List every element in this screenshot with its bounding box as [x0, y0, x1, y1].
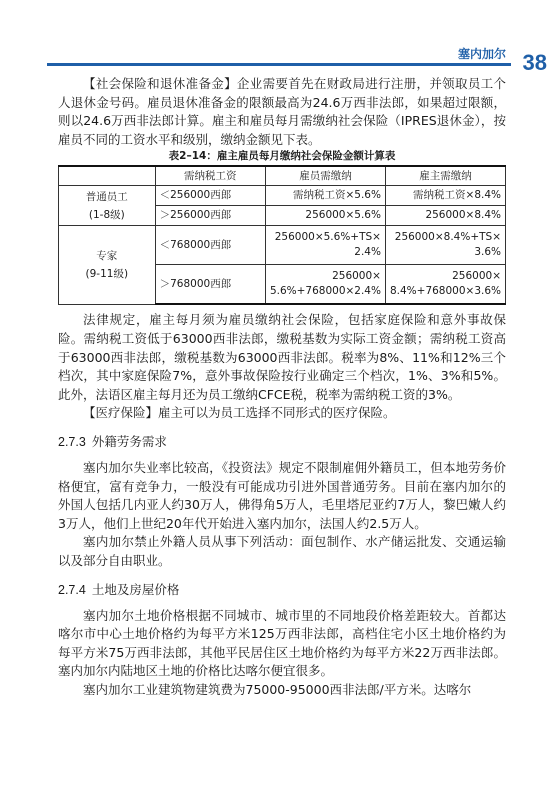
table-cell: ＜256000西郎 — [155, 186, 265, 206]
section-number: 2.7.4 — [58, 582, 86, 597]
table-cell: 256000×8.4%+TS× 3.6% — [385, 226, 505, 265]
table-cell: 需纳税工资×8.4% — [385, 186, 505, 206]
table-cell: 256000× 8.4%+768000×3.6% — [385, 265, 505, 305]
table-header-cell: 需纳税工资 — [155, 166, 265, 186]
header-title: 塞内加尔 — [457, 47, 506, 61]
table-header-row — [59, 166, 506, 186]
table-cell: 256000×5.6%+TS× 2.4% — [265, 226, 385, 265]
section-heading-foreign-labor — [58, 433, 506, 451]
page-number: 38 — [522, 50, 547, 75]
table-cell: ＜768000西郎 — [155, 226, 265, 265]
section-title: 土地及房屋价格 — [91, 581, 180, 597]
table-cell: 256000×8.4% — [385, 206, 505, 226]
table-cell: 256000× 5.6%+768000×2.4% — [265, 265, 385, 305]
table-header-cell: 雇员需缴纳 — [265, 166, 385, 186]
table-row — [59, 226, 506, 265]
section-number: 2.7.3 — [58, 434, 86, 449]
section-title: 外籍劳务需求 — [91, 433, 167, 449]
paragraph-medical: 【医疗保险】雇主可以为员工选择不同形式的医疗保险。 — [83, 405, 396, 421]
group-label-text: 普通员工 (1-8级) — [85, 190, 128, 221]
table-header-cell — [59, 166, 156, 186]
table-caption: 表2–14：雇主雇员每月缴纳社会保险金额计算表 — [168, 150, 396, 163]
table-cell: ＞768000西郎 — [155, 265, 265, 305]
social-insurance-table — [58, 165, 506, 305]
table-header-cell: 雇主需缴纳 — [385, 166, 505, 186]
paragraph-building: 塞内加尔工业建筑物建筑费为75000-95000西非法郎/平方米。达喀尔 — [83, 681, 472, 697]
paragraph-law: 法律规定，雇主每月须为雇员缴纳社会保险，包括家庭保险和意外事故保险。需纳税工资低于63000西非法郎，缴税基数为实际工资金额；需纳税工资高于63000西非法郎，缴税基数为63000西非法郎。税率为8%、11%和12%三个档次，其中家庭保险7%，意外事故保险按行业确定三个档次，1%、3%和5%。此外，法语区雇主每月还为员工缴纳CFCE税，税率为需纳税工资的3%。 — [58, 312, 506, 402]
table-cell: 需纳税工资×5.6% — [265, 186, 385, 206]
header-rule — [47, 63, 511, 66]
section-heading-land-price — [58, 581, 506, 599]
paragraph-prohibited: 塞内加尔禁止外籍人员从事下列活动：面包制作、水产储运批发、交通运输以及部分自由职业。 — [58, 534, 506, 568]
paragraph-unemployment: 塞内加尔失业率比较高，《投资法》规定不限制雇佣外籍员工，但本地劳务价格便宜，富有竞争力，一般没有可能成功引进外国普通劳务。目前在塞内加尔的外国人包括几内亚人约30万人，佛得角5万人，毛里塔尼亚约7万人，黎巴嫩人约3万人，他们上世纪20年代开始进入塞内加尔，法国人约2.5万人。 — [58, 459, 506, 531]
table-cell: 256000×5.6% — [265, 206, 385, 226]
group-label — [59, 186, 156, 226]
group-label — [59, 226, 156, 305]
group-label-text: 专家 (9-11级) — [85, 250, 129, 281]
paragraph-social-insurance: 【社会保险和退休准备金】企业需要首先在财政局进行注册，并领取员工个人退休金号码。雇员退休准备金的限额最高为24.6万西非法郎，如果超过限额，则以24.6万西非法郎计算。雇主和雇员每月需缴纳社会保险（IPRES退休金），按雇员不同的工资水平和级别，缴纳金额见下表。 — [58, 76, 506, 147]
page-content — [58, 75, 506, 699]
paragraph-land: 塞内加尔土地价格根据不同城市、城市里的不同地段价格差距较大。首都达喀尔市中心土地价格约为每平方米125万西非法郎，高档住宅小区土地价格约为每平方米75万西非法郎，其他平民居住区土地价格约为每平方米22万西非法郎。塞内加尔内陆地区土地的价格比达喀尔便宜很多。 — [58, 607, 506, 679]
table-cell: ＞256000西郎 — [155, 206, 265, 226]
table-row — [59, 186, 506, 206]
